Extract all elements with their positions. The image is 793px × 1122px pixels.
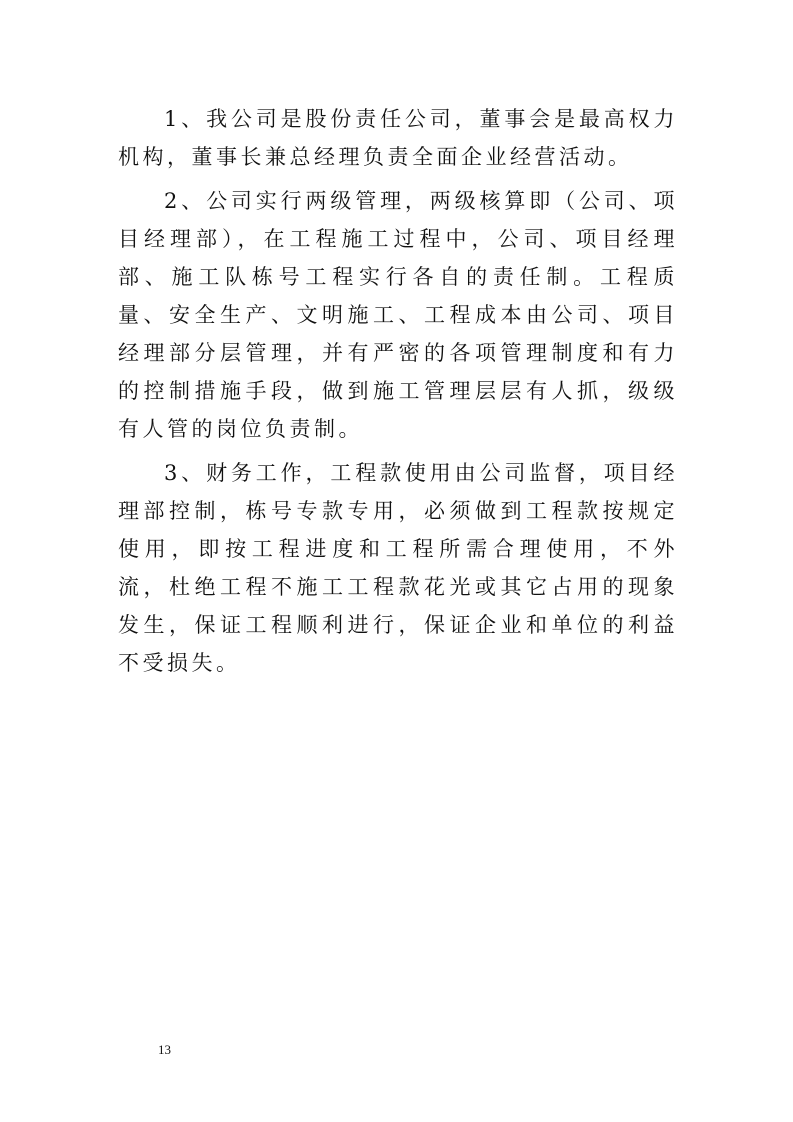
document-body [118,100,678,688]
paragraph-2: 2、公司实行两级管理，两级核算即（公司、项目经理部），在工程施工过程中，公司、项目经理部、施工队栋号工程实行各自的责任制。工程质量、安全生产、文明施工、工程成本由公司、项目经理部分层管理，并有严密的各项管理制度和有力的控制措施手段，做到施工管理层层有人抓，级级有人管的岗位负责制。 [118,189,678,441]
paragraph-3: 3、财务工作，工程款使用由公司监督，项目经理部控制，栋号专款专用，必须做到工程款按规定使用，即按工程进度和工程所需合理使用，不外流，杜绝工程不施工工程款花光或其它占用的现象发生，保证工程顺利进行，保证企业和单位的利益不受损失。 [118,461,678,675]
paragraph-1: 1、我公司是股份责任公司，董事会是最高权力机构，董事长兼总经理负责全面企业经营活动。 [118,107,678,169]
page-number: 13 [158,1042,171,1057]
